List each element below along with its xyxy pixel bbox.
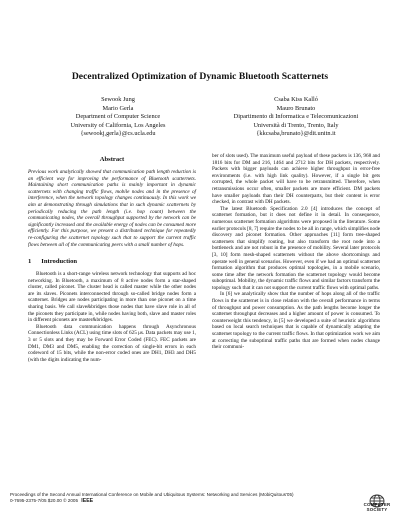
author-name: Mario Gerla: [102, 104, 134, 112]
author-block-left: [28, 96, 208, 139]
introduction-text: [28, 271, 196, 363]
footer-isbn-line: [10, 498, 340, 504]
ieee-mark: IEEE: [81, 498, 94, 504]
author-email: {kkcsaba,brunato}@dit.unitn.it: [256, 130, 336, 138]
right-column-text: [212, 153, 380, 351]
author-name: Mauro Brunato: [276, 104, 316, 112]
abstract-paragraph: Previous work analytically showed that communication path length reduction is an efficient way for improving the performance of Bluetooth scatternets. Maintaining short communication paths is mainly important in dynamic scatternets with changing traffic flows, mobile nodes and in the presence of interference, when the network topology changes continuously. In this work we aim at demonstrating through simulations that in such dynamic scatternets by periodically reducing the path length (i.e. hop count) between the communicating nodes, the overall throughput supported by the network can be significantly increased and the available energy of nodes can be consumed more efficiently. For this purpose, we present a distributed technique for repeatedly re-configuring the scatternet topology such that to support the current traffic flows between all of the communicating peers with a small number of hops.: [28, 169, 196, 248]
author-affiliation: University of California, Los Angeles: [70, 121, 166, 129]
abstract-text: [28, 169, 196, 248]
logo-line: SOCIETY: [366, 506, 388, 512]
computer-society-logo-text: [357, 503, 397, 512]
footer-isbn: 0-7695-2375-7/05 $20.00 © 2005: [10, 498, 79, 503]
author-affiliation: Department of Computer Science: [75, 113, 161, 121]
author-email: {sewookj,gerla}@cs.ucla.edu: [80, 130, 156, 138]
section-number: 1: [28, 258, 32, 265]
body-paragraph: Bluetooth is a short-range wireless network technology that supports ad hoc networking. In Bluetooth, a maximum of 8 active nodes form a star-shaped cluster, called piconet. The cluster head is called master while the other nodes are its slaves. Piconets interconnected through so-called bridge nodes form a scatternet. Bridges are nodes participating in more than one piconet on a time sharing basis. We call slave&bridges those nodes that have slave role in all of the piconets they participate in, while nodes having both, slave and master roles in different piconets are master&bridges.: [28, 271, 196, 324]
body-paragraph: The latest Bluetooth Specification 2.0 [4] introduces the concept of scatternet formation, but it does not define it in detail. In consequence, numerous scatternet formation algorithms were proposed in the literature. Some earlier protocols [8, 7] require the nodes to be all in range, which simplifies node discovery and piconet formation. Other approaches [11] form tree-shaped scatternets that simplify routing, but also transform the root node into a bottleneck and are not robust in the presence of mobility. Several later protocols [3, 10] form mesh-shaped scatternets without the above shortcomings and operate well in general scenarios. However, even if we had an optimal scatternet formation algorithm that produces optimal topologies, in a mobile scenario, some time after the network formation the scatternet topology would become suboptimal. Mobility, the dynamic traffic flows and similar factors transform the topology such that it can not support the current traffic flows with optimal paths.: [212, 205, 380, 291]
section-title: Introduction: [41, 258, 78, 265]
author-name: Csaba Kiss Kalló: [274, 96, 318, 103]
author-affiliation: Università di Trento, Trento, Italy: [253, 121, 339, 129]
abstract-heading: Abstract: [99, 156, 125, 163]
author-block-right: [208, 96, 384, 139]
logo-line: COMPUTER: [363, 502, 391, 507]
body-paragraph: Bluetooth data communication happens through Asynchronous Connectionless Links (ACL) using time slots of 625 μs. Data packets may use 1, 3 or 5 slots and they may be Forward Error Coded (FEC). FEC packets are DM1, DM3 and DM5, enabling the correction of single-bit errors in each codeword of 15 bits, while the non-error coded ones are DH1, DH3 and DH5 (with the digits indicating the num-: [28, 323, 196, 363]
paper-title: Decentralized Optimization of Dynamic Bluetooth Scatternets: [71, 71, 329, 82]
page-footer: [10, 492, 340, 504]
body-paragraph: ber of slots used). The maximum useful payload of these packets is 136, 968 and 1816 bits for DM and 216, 1464 and 2712 bits for DH packets, respectively. Packets with bigger payloads can achieve higher throughput in error-free environments (i.e. with high link quality). However, if a single bit gets corrupted, the whole packet will have to be retransmitted. Therefore, when retransmissions occur often, smaller packets are more efficient. DM packets have smaller payloads than their DH counterparts, but their content is error checked, in contrast with DH packets.: [212, 153, 380, 206]
body-paragraph: In [6] we analytically show that the number of hops along all of the traffic flows in the scatternet is in close relation with the overall performance in terms of throughput and power consumption. As the path lengths become longer the scatternet throughput decreases and a higher amount of power is consumed. To counterweight this tendency, in [5] we developed a suite of heuristic algorithms based on local search techniques that is capable of dynamically adapting the scatternet topology to the current traffic flows. In that optimization work we aim at correcting the suboptimal traffic paths that are formed when nodes change their communi-: [212, 291, 380, 351]
section-heading-introduction: [28, 258, 87, 265]
footer-proceedings: Proceedings of the Second Annual International Conference on Mobile and Ubiquitous Systems: Networking and Services (MobiQuitous'05): [10, 492, 294, 497]
author-affiliation: Dipartimento di Informatica e Telecomunicazioni: [233, 113, 359, 121]
author-name: Sewook Jung: [101, 96, 135, 103]
